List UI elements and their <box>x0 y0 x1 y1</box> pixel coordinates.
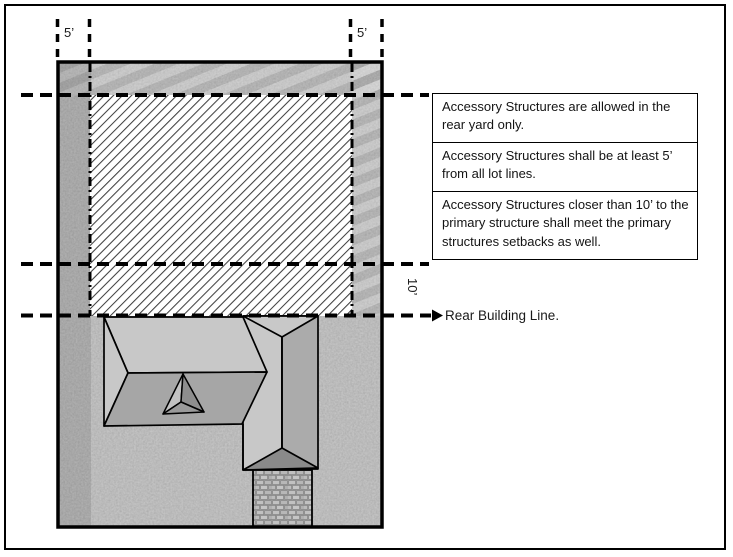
setback-label-left: 5’ <box>64 25 75 40</box>
rules-panel <box>432 93 698 260</box>
arrow-right-icon <box>432 310 443 322</box>
rear-building-line-label: Rear Building Line. <box>445 308 560 323</box>
mow-stripes-right <box>352 63 381 316</box>
grass-shade-left <box>58 62 91 527</box>
rule-box-5ft-lot-lines: Accessory Structures shall be at least 5’ from all lot lines. <box>432 142 698 192</box>
rule-box-rear-yard-only: Accessory Structures are allowed in the rear yard only. <box>432 93 698 143</box>
mow-stripes-top <box>60 63 380 97</box>
distance-label-10ft: 10’ <box>405 278 420 296</box>
roof-wing-right-plane <box>282 316 318 469</box>
accessory-allowed-area <box>90 95 352 316</box>
driveway <box>253 470 312 527</box>
setback-label-right: 5’ <box>357 25 368 40</box>
rule-box-10ft-primary: Accessory Structures closer than 10’ to the primary structure shall meet the primary structures setbacks as well. <box>432 191 698 260</box>
roof-main-top-plane <box>104 317 267 373</box>
